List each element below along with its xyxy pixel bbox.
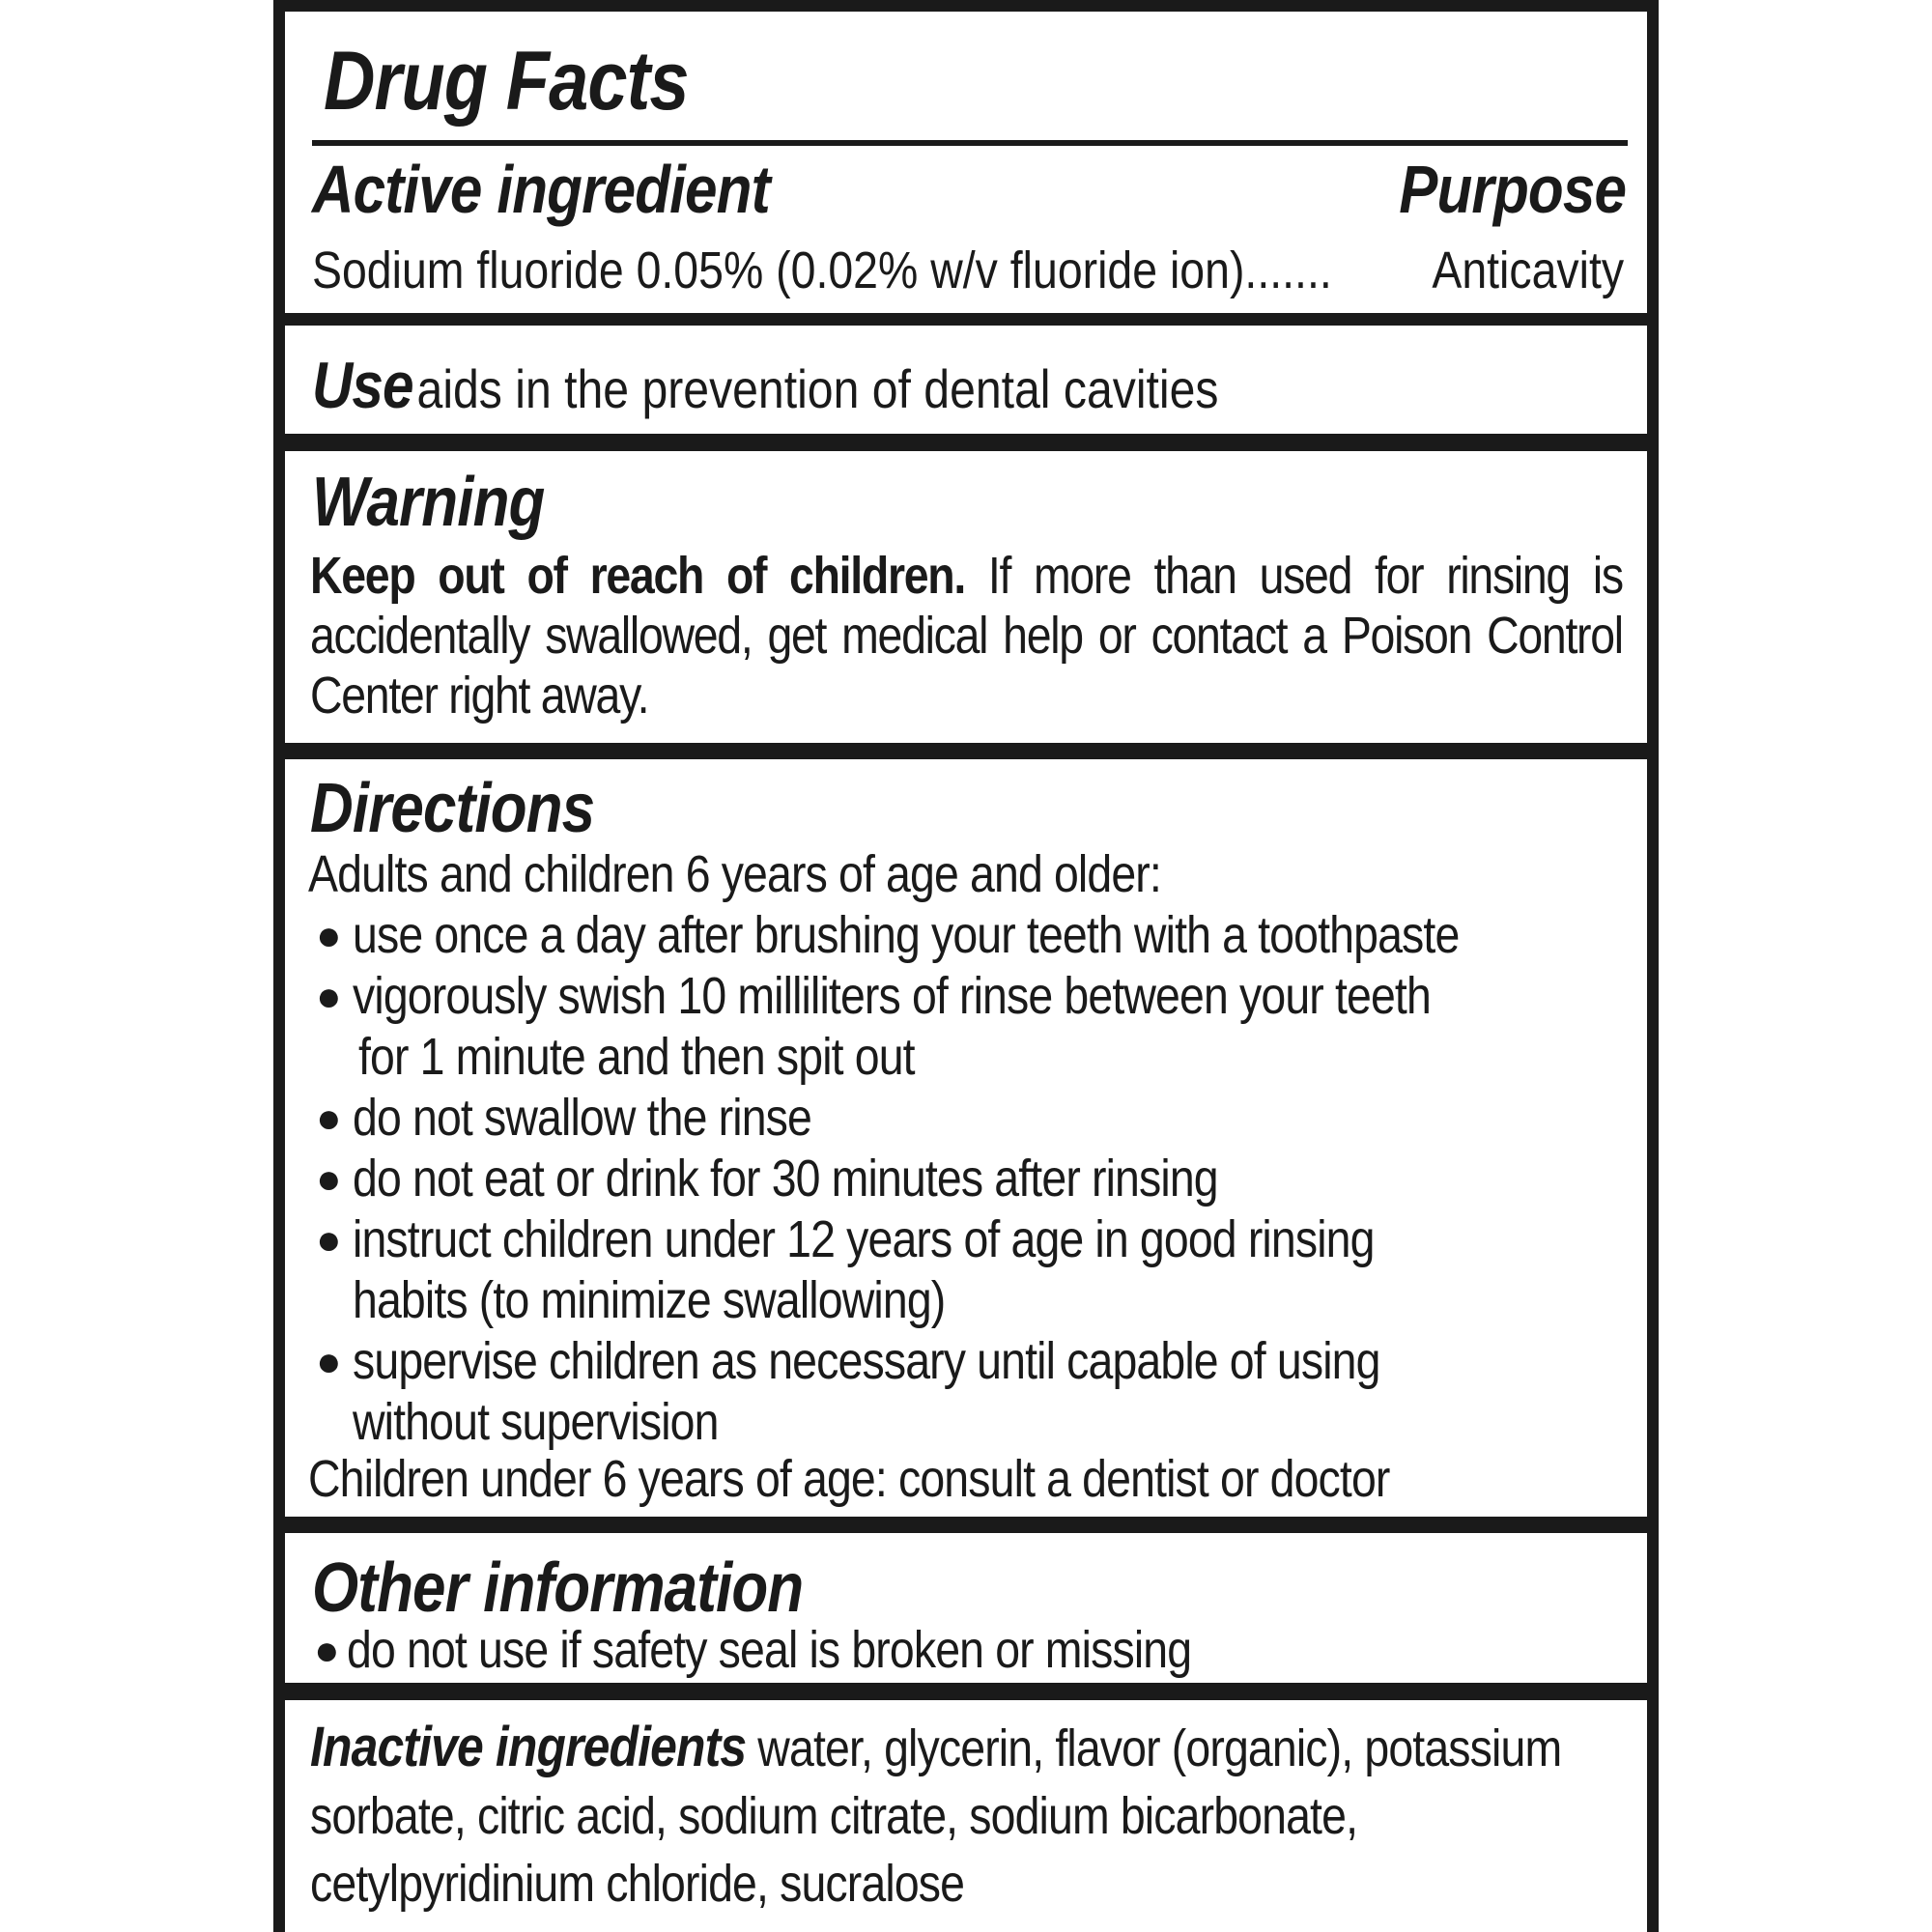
other-information-item [308,1620,1329,1681]
other-information-item-text: do not use if safety seal is broken or missing [347,1621,1192,1679]
list-item-text: do not eat or drink for 30 minutes after rinsing [353,1150,1218,1208]
warning-body-text: If more than used for rinsing is accidentally swallowed, get medical help or contact a Poison Control Center right away. [310,547,1623,724]
ingredient-purpose-text: Anticavity [1432,242,1624,299]
directions-intro [308,844,1300,905]
list-item-continuation [308,1270,1632,1331]
warning-heading [312,461,582,544]
list-item-text: for 1 minute and then spit out [358,1028,915,1086]
list-item-text: use once a day after brushing your teeth with a toothpaste [353,906,1460,964]
title-divider [312,140,1628,146]
active-ingredient-panel [285,12,1647,313]
other-information-panel [285,1533,1647,1683]
active-ingredient-line [312,242,1498,299]
use-text: aids in the prevention of dental cavities [416,358,1219,419]
use-line [312,347,1366,428]
warning-panel [285,451,1647,743]
ingredient-name: Sodium fluoride 0.05% (0.02% w/v fluoride ion) [312,242,1245,299]
directions-intro-text: Adults and children 6 years of age and older: [308,845,1161,903]
dot-leader: ....... [1244,242,1332,299]
inactive-ingredients-heading: Inactive ingredients [310,1716,747,1778]
active-ingredient-heading [312,149,844,230]
list-item [308,905,1632,966]
list-item [308,1331,1632,1392]
purpose-heading [1362,149,1626,230]
bullet-icon: ● [314,1627,339,1674]
use-panel [285,326,1647,434]
directions-panel [285,759,1647,1517]
list-item [308,1209,1632,1270]
purpose-heading-text: Purpose [1399,152,1626,227]
ingredient-purpose [1401,242,1624,299]
list-item-text: habits (to minimize swallowing) [353,1271,946,1329]
other-information-heading [312,1547,883,1630]
directions-list [308,905,1632,1453]
list-item-text: vigorously swish 10 milliliters of rinse between your teeth [353,967,1431,1025]
bullet-icon: ● [316,1338,341,1385]
warning-text [310,546,1623,725]
bullet-icon: ● [316,1155,341,1203]
warning-heading-text: Warning [312,464,545,541]
inactive-ingredients-list: water, glycerin, flavor (organic), potassium sorbate, citric acid, sodium citrate, sodium bicarbonate, cetylpyridinium chloride, sucralose [310,1719,1562,1913]
directions-outro-text: Children under 6 years of age: consult a dentist or doctor [308,1450,1390,1508]
list-item-text: without supervision [353,1393,719,1451]
drug-facts-title-text: Drug Facts [324,35,689,128]
use-heading: Use [312,349,413,422]
other-information-heading-text: Other information [312,1549,804,1627]
list-item [308,1149,1632,1209]
list-item-continuation [308,1392,1632,1453]
inactive-ingredients-text [310,1714,1623,1918]
inactive-ingredients-panel [285,1700,1647,1932]
bullet-icon: ● [316,1216,341,1264]
list-item-continuation [308,1027,1632,1088]
bullet-icon: ● [316,1094,341,1142]
list-item [308,966,1632,1027]
directions-outro [308,1449,1566,1510]
list-item [308,1088,1632,1149]
bullet-icon: ● [316,973,341,1020]
drug-facts-label [273,0,1659,1932]
list-item-text: supervise children as necessary until capable of using [353,1332,1380,1390]
list-item-text: do not swallow the rinse [353,1089,811,1147]
warning-bold-text: Keep out of reach of children. [310,547,966,605]
bullet-icon: ● [316,912,341,959]
directions-heading [310,767,640,850]
list-item-text: instruct children under 12 years of age in good rinsing [353,1210,1375,1268]
directions-heading-text: Directions [310,770,595,847]
active-ingredient-heading-text: Active ingredient [312,152,770,227]
drug-facts-title [324,33,748,129]
